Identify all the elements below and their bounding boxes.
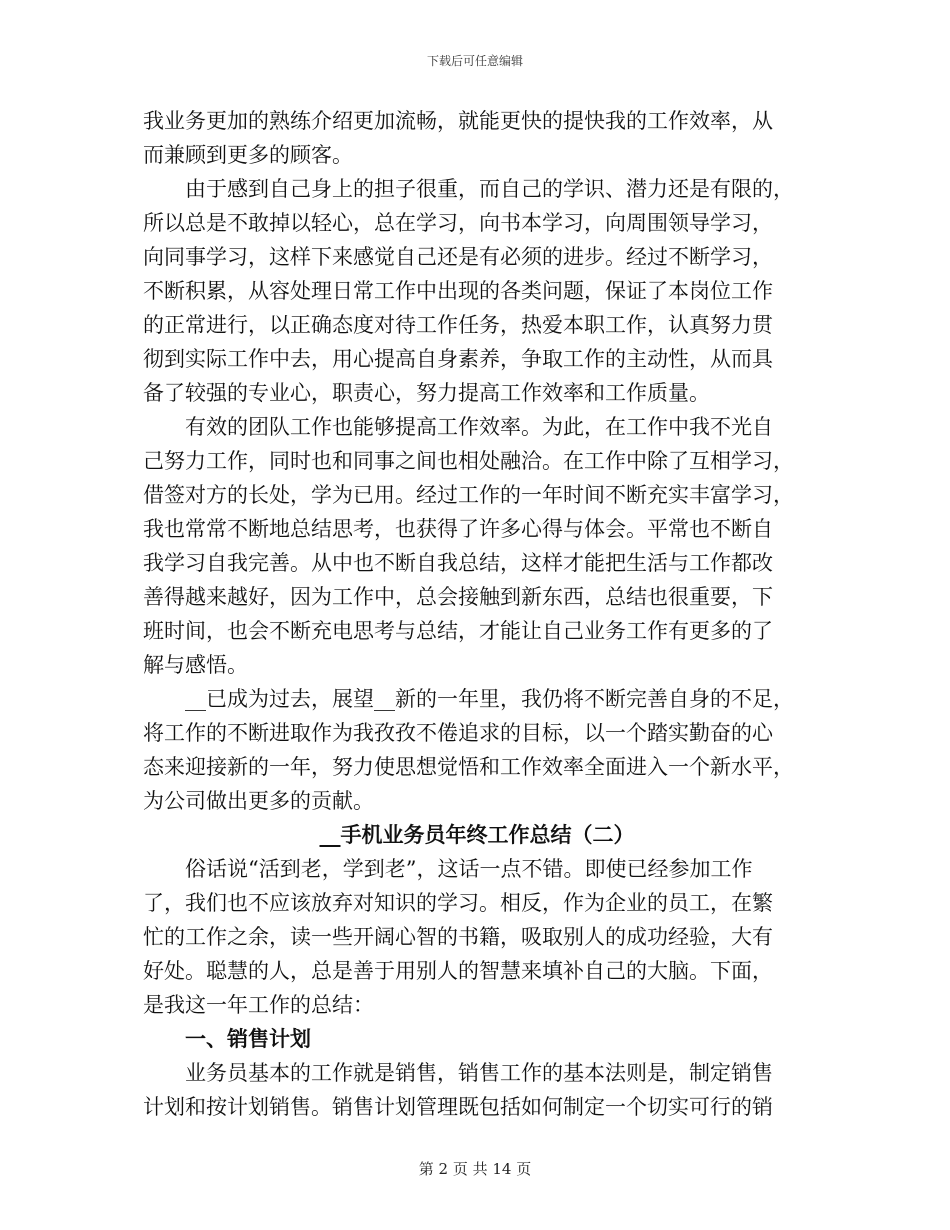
page-header: 下载后可任意编辑 bbox=[426, 54, 523, 68]
text-line: 俗话说“活到老，学到老”，这话一点不错。即使已经参加工作 bbox=[185, 857, 753, 881]
text-line: 的正常进行，以正确态度对待工作任务，热爱本职工作，认真努力贯 bbox=[143, 313, 773, 337]
body-text bbox=[143, 104, 811, 1124]
text-line: __已成为过去，展望__新的一年里，我仍将不断完善自身的不足， bbox=[185, 687, 794, 711]
text-line: 是我这一年工作的总结： bbox=[143, 993, 374, 1017]
text-line: 不断积累，从容处理日常工作中出现的各类问题，保证了本岗位工作 bbox=[143, 279, 773, 303]
text-line: 为公司做出更多的贡献。 bbox=[143, 789, 374, 813]
text-line: 己努力工作，同时也和同事之间也相处融洽。在工作中除了互相学习， bbox=[143, 449, 794, 473]
text-line: 将工作的不断进取作为我孜孜不倦追求的目标，以一个踏实勤奋的心 bbox=[143, 721, 773, 745]
text-line: 了，我们也不应该放弃对知识的学习。相反，作为企业的员工，在繁 bbox=[143, 891, 773, 915]
text-line: 态来迎接新的一年，努力使思想觉悟和工作效率全面进入一个新水平， bbox=[143, 755, 794, 779]
text-line: 善得越来越好，因为工作中，总会接触到新东西，总结也很重要，下 bbox=[143, 585, 773, 609]
text-line: 计划和按计划销售。销售计划管理既包括如何制定一个切实可行的销 bbox=[143, 1095, 773, 1119]
text-line: 有效的团队工作也能够提高工作效率。为此，在工作中我不光自 bbox=[185, 415, 773, 439]
text-line: 所以总是不敢掉以轻心，总在学习，向书本学习，向周围领导学习， bbox=[143, 211, 773, 235]
text-line: 解与感悟。 bbox=[143, 653, 248, 677]
text-line: 我业务更加的熟练介绍更加流畅，就能更快的提快我的工作效率，从 bbox=[143, 109, 773, 133]
text-line: 由于感到自己身上的担子很重，而自己的学识、潜力还是有限的， bbox=[185, 177, 794, 201]
text-line: 好处。聪慧的人，总是善于用别人的智慧来填补自己的大脑。下面， bbox=[143, 959, 773, 983]
text-line: 借签对方的长处，学为已用。经过工作的一年时间不断充实丰富学习， bbox=[143, 483, 794, 507]
page-footer: 第 2 页 共 14 页 bbox=[418, 1160, 532, 1178]
text-line: 忙的工作之余，读一些开阔心智的书籍，吸取别人的成功经验，大有 bbox=[143, 925, 773, 949]
subsection-heading: 一、销售计划 bbox=[185, 1026, 311, 1051]
section-title: __手机业务员年终工作总结（二） bbox=[319, 822, 635, 847]
text-line: 而兼顾到更多的顾客。 bbox=[143, 143, 353, 167]
text-line: 我学习自我完善。从中也不断自我总结，这样才能把生活与工作都改 bbox=[143, 551, 773, 575]
text-line: 业务员基本的工作就是销售，销售工作的基本法则是，制定销售 bbox=[185, 1061, 773, 1085]
text-line: 班时间，也会不断充电思考与总结，才能让自己业务工作有更多的了 bbox=[143, 619, 773, 643]
text-line: 备了较强的专业心，职责心，努力提高工作效率和工作质量。 bbox=[143, 381, 710, 405]
text-line: 我也常常不断地总结思考，也获得了许多心得与体会。平常也不断自 bbox=[143, 517, 773, 541]
text-line: 彻到实际工作中去，用心提高自身素养，争取工作的主动性，从而具 bbox=[143, 347, 773, 371]
text-line: 向同事学习，这样下来感觉自己还是有必须的进步。经过不断学习， bbox=[143, 245, 773, 269]
